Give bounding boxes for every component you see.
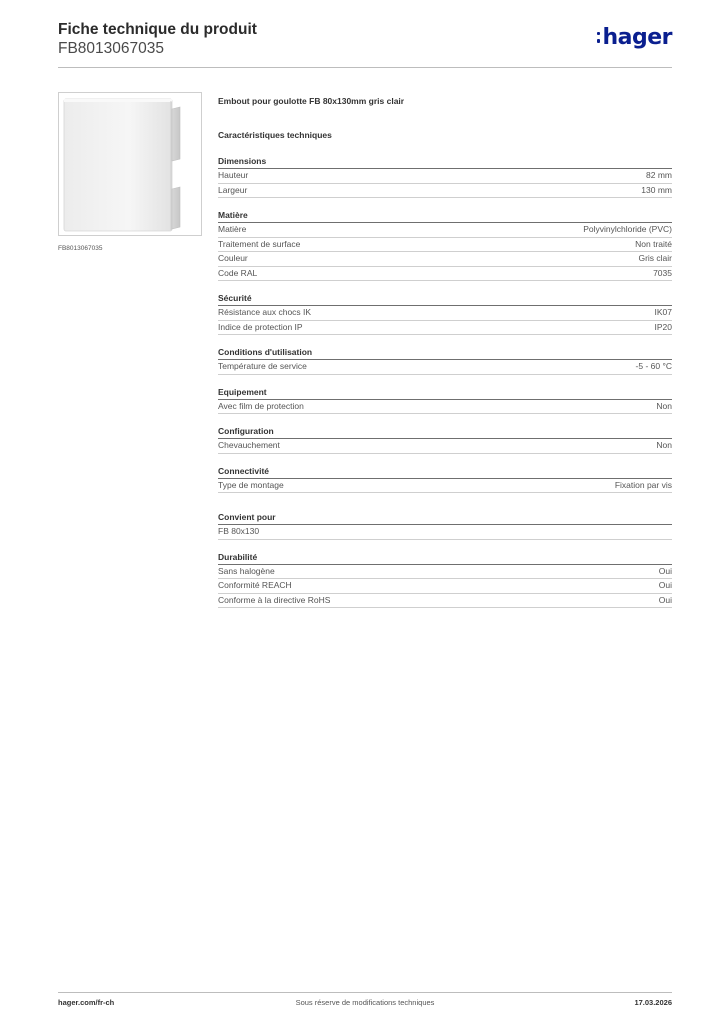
spec-row xyxy=(218,306,672,321)
spec-row xyxy=(218,238,672,253)
spec-group xyxy=(218,511,672,540)
spec-group-title: Conditions d'utilisation xyxy=(218,346,672,360)
spec-group xyxy=(218,155,672,198)
spec-label: Conforme à la directive RoHS xyxy=(218,594,331,605)
document-title: Fiche technique du produit xyxy=(58,21,257,38)
footer-disclaimer: Sous réserve de modifications techniques xyxy=(295,998,435,1007)
spec-row xyxy=(218,184,672,199)
product-name: Embout pour goulotte FB 80x130mm gris clair xyxy=(218,96,405,106)
spec-value: Oui xyxy=(658,580,672,590)
spec-value: Oui xyxy=(658,594,672,605)
spec-label: Conformité REACH xyxy=(218,580,292,590)
page-header xyxy=(58,20,672,58)
spec-label: Indice de protection IP xyxy=(218,321,303,332)
spec-label: FB 80x130 xyxy=(218,526,260,536)
spec-group-title: Convient pour xyxy=(218,511,672,525)
spec-group-title: Dimensions xyxy=(218,155,672,169)
spec-group-title: Connectivité xyxy=(218,465,672,479)
spec-value: 7035 xyxy=(653,267,672,278)
spec-row xyxy=(218,579,672,594)
spec-group xyxy=(218,386,672,415)
spec-value: -5 - 60 °C xyxy=(635,361,672,371)
spec-label: Largeur xyxy=(218,184,248,195)
technical-characteristics-heading: Caractéristiques techniques xyxy=(218,130,332,140)
spec-group xyxy=(218,551,672,609)
hager-logo xyxy=(597,25,672,51)
spec-row xyxy=(218,439,672,454)
spec-row xyxy=(218,169,672,184)
header-divider xyxy=(58,67,672,68)
spec-value: IP20 xyxy=(654,321,672,332)
spec-row xyxy=(218,594,672,609)
spec-value: Polyvinylchloride (PVC) xyxy=(583,224,672,234)
spec-groups xyxy=(218,155,672,608)
footer-website: hager.com/fr-ch xyxy=(58,998,115,1007)
product-image xyxy=(58,92,202,236)
spec-label: Couleur xyxy=(218,253,248,263)
technical-content xyxy=(218,95,672,619)
spec-group xyxy=(218,465,672,494)
spec-value: 130 mm xyxy=(641,184,672,195)
spec-group-title: Equipement xyxy=(218,386,672,400)
spec-row xyxy=(218,223,672,238)
spec-row xyxy=(218,565,672,580)
spec-row xyxy=(218,321,672,336)
spec-row xyxy=(218,479,672,494)
spec-group xyxy=(218,346,672,375)
spec-value: Non xyxy=(656,400,672,411)
spec-label: Type de montage xyxy=(218,479,284,490)
spec-value: Fixation par vis xyxy=(614,479,672,490)
spec-value: IK07 xyxy=(654,307,672,317)
spec-group xyxy=(218,209,672,281)
logo-text: hager xyxy=(602,25,672,50)
spec-value: Non xyxy=(656,440,672,450)
spec-label: Avec film de protection xyxy=(218,400,304,411)
spec-row xyxy=(218,360,672,375)
spec-value: Non traité xyxy=(635,238,672,249)
spec-label: Traitement de surface xyxy=(218,238,301,249)
spec-row xyxy=(218,267,672,282)
product-reference: FB8013067035 xyxy=(58,40,165,57)
spec-row xyxy=(218,252,672,267)
footer-date: 17.03.2026 xyxy=(634,998,672,1007)
spec-group xyxy=(218,425,672,454)
spec-label: Hauteur xyxy=(218,170,249,180)
end-cap-illustration-icon xyxy=(59,93,201,235)
spec-row xyxy=(218,525,672,540)
spec-value: 82 mm xyxy=(646,170,672,180)
footer-divider xyxy=(58,992,672,993)
spec-label: Matière xyxy=(218,224,247,234)
spec-group-title: Durabilité xyxy=(218,551,672,565)
spec-label: Chevauchement xyxy=(218,440,280,450)
spec-label: Sans halogène xyxy=(218,565,275,576)
spec-group-title: Matière xyxy=(218,209,672,223)
spec-value: Gris clair xyxy=(638,253,672,263)
spec-value: Oui xyxy=(658,565,672,576)
spec-group xyxy=(218,292,672,335)
spec-label: Code RAL xyxy=(218,267,258,278)
image-caption: FB8013067035 xyxy=(58,245,103,252)
spec-group-title: Sécurité xyxy=(218,292,672,306)
spec-row xyxy=(218,400,672,415)
spec-label: Température de service xyxy=(218,361,307,371)
spec-label: Résistance aux chocs IK xyxy=(218,307,312,317)
spec-group-title: Configuration xyxy=(218,425,672,439)
logo-colon-icon xyxy=(597,25,601,49)
